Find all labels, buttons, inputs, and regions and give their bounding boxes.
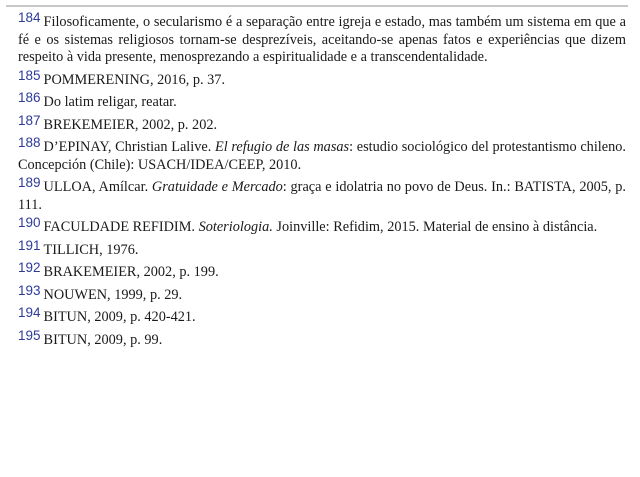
footnote-text: Filosoficamente, o secularismo é a separação entre igreja e estado, mas também um sistema em que a fé e os sistemas religiosos tornam-se desprezíveis, aceitando-se apenas fatos e experiências que dizem respeito à vida presente, menosprezando a espiritualidade e a transcendentalidade. xyxy=(18,14,626,65)
footnote xyxy=(18,237,626,260)
footnote-text: TILLICH, 1976. xyxy=(43,241,139,258)
footnote-text: BITUN, 2009, p. 420-421. xyxy=(43,309,196,325)
footnote xyxy=(18,90,626,112)
footnote-text: POMMERENING, 2016, p. 37. xyxy=(43,71,226,88)
footnote-details: : estudio sociológico del protestantismo chileno. Concepción (Chile): USACH/IDEA/CEEP, 2010. xyxy=(18,139,626,173)
footnote-details: Joinville: Refidim, 2015. Material de ensino à distância. xyxy=(272,219,598,235)
footnote xyxy=(18,260,626,282)
footnote xyxy=(18,135,626,174)
footnote-title: Gratuidade e Mercado xyxy=(151,179,283,195)
footnote xyxy=(18,305,626,327)
footnote-author: FACULDADE REFIDIM. xyxy=(43,219,199,235)
footnote-number: 194 xyxy=(18,305,41,320)
footnote xyxy=(18,10,626,67)
footnote xyxy=(18,327,626,350)
footnote-text: BRAKEMEIER, 2002, p. 199. xyxy=(43,264,219,280)
footnote-author: ULLOA, Amílcar. xyxy=(43,179,152,195)
footnote-details: : graça e idolatria no povo de Deus. In.: BATISTA, 2005, p. 111. xyxy=(18,179,626,213)
footnote-author: D’EPINAY, Christian Lalive. xyxy=(43,139,215,155)
footnote-number: 186 xyxy=(18,90,41,105)
footnote-number: 185 xyxy=(18,67,41,83)
footnote xyxy=(18,175,626,214)
footnote-list xyxy=(18,10,626,354)
footnote-number: 192 xyxy=(18,260,41,275)
footnote xyxy=(18,215,626,237)
footnote-number: 190 xyxy=(18,215,41,230)
footnote-text: BREKEMEIER, 2002, p. 202. xyxy=(43,116,218,133)
footnote xyxy=(18,67,626,90)
footnote-number: 195 xyxy=(18,327,41,343)
footnote-number: 187 xyxy=(18,112,41,128)
footnote-number: 188 xyxy=(18,135,41,150)
footnote-number: 184 xyxy=(18,10,41,25)
footnote-text: BITUN, 2009, p. 99. xyxy=(43,331,163,348)
footnote-separator xyxy=(6,5,628,7)
footnote-text: NOUWEN, 1999, p. 29. xyxy=(43,286,183,303)
footnote-number: 189 xyxy=(18,175,41,190)
footnote-number: 191 xyxy=(18,237,41,253)
footnote-text: Do latim religar, reatar. xyxy=(43,94,177,110)
footnote-title: Soteriologia. xyxy=(198,219,273,235)
footnote xyxy=(18,282,626,305)
footnote xyxy=(18,112,626,135)
footnote-number: 193 xyxy=(18,282,41,298)
footnote-title: El refugio de las masas xyxy=(215,139,350,155)
